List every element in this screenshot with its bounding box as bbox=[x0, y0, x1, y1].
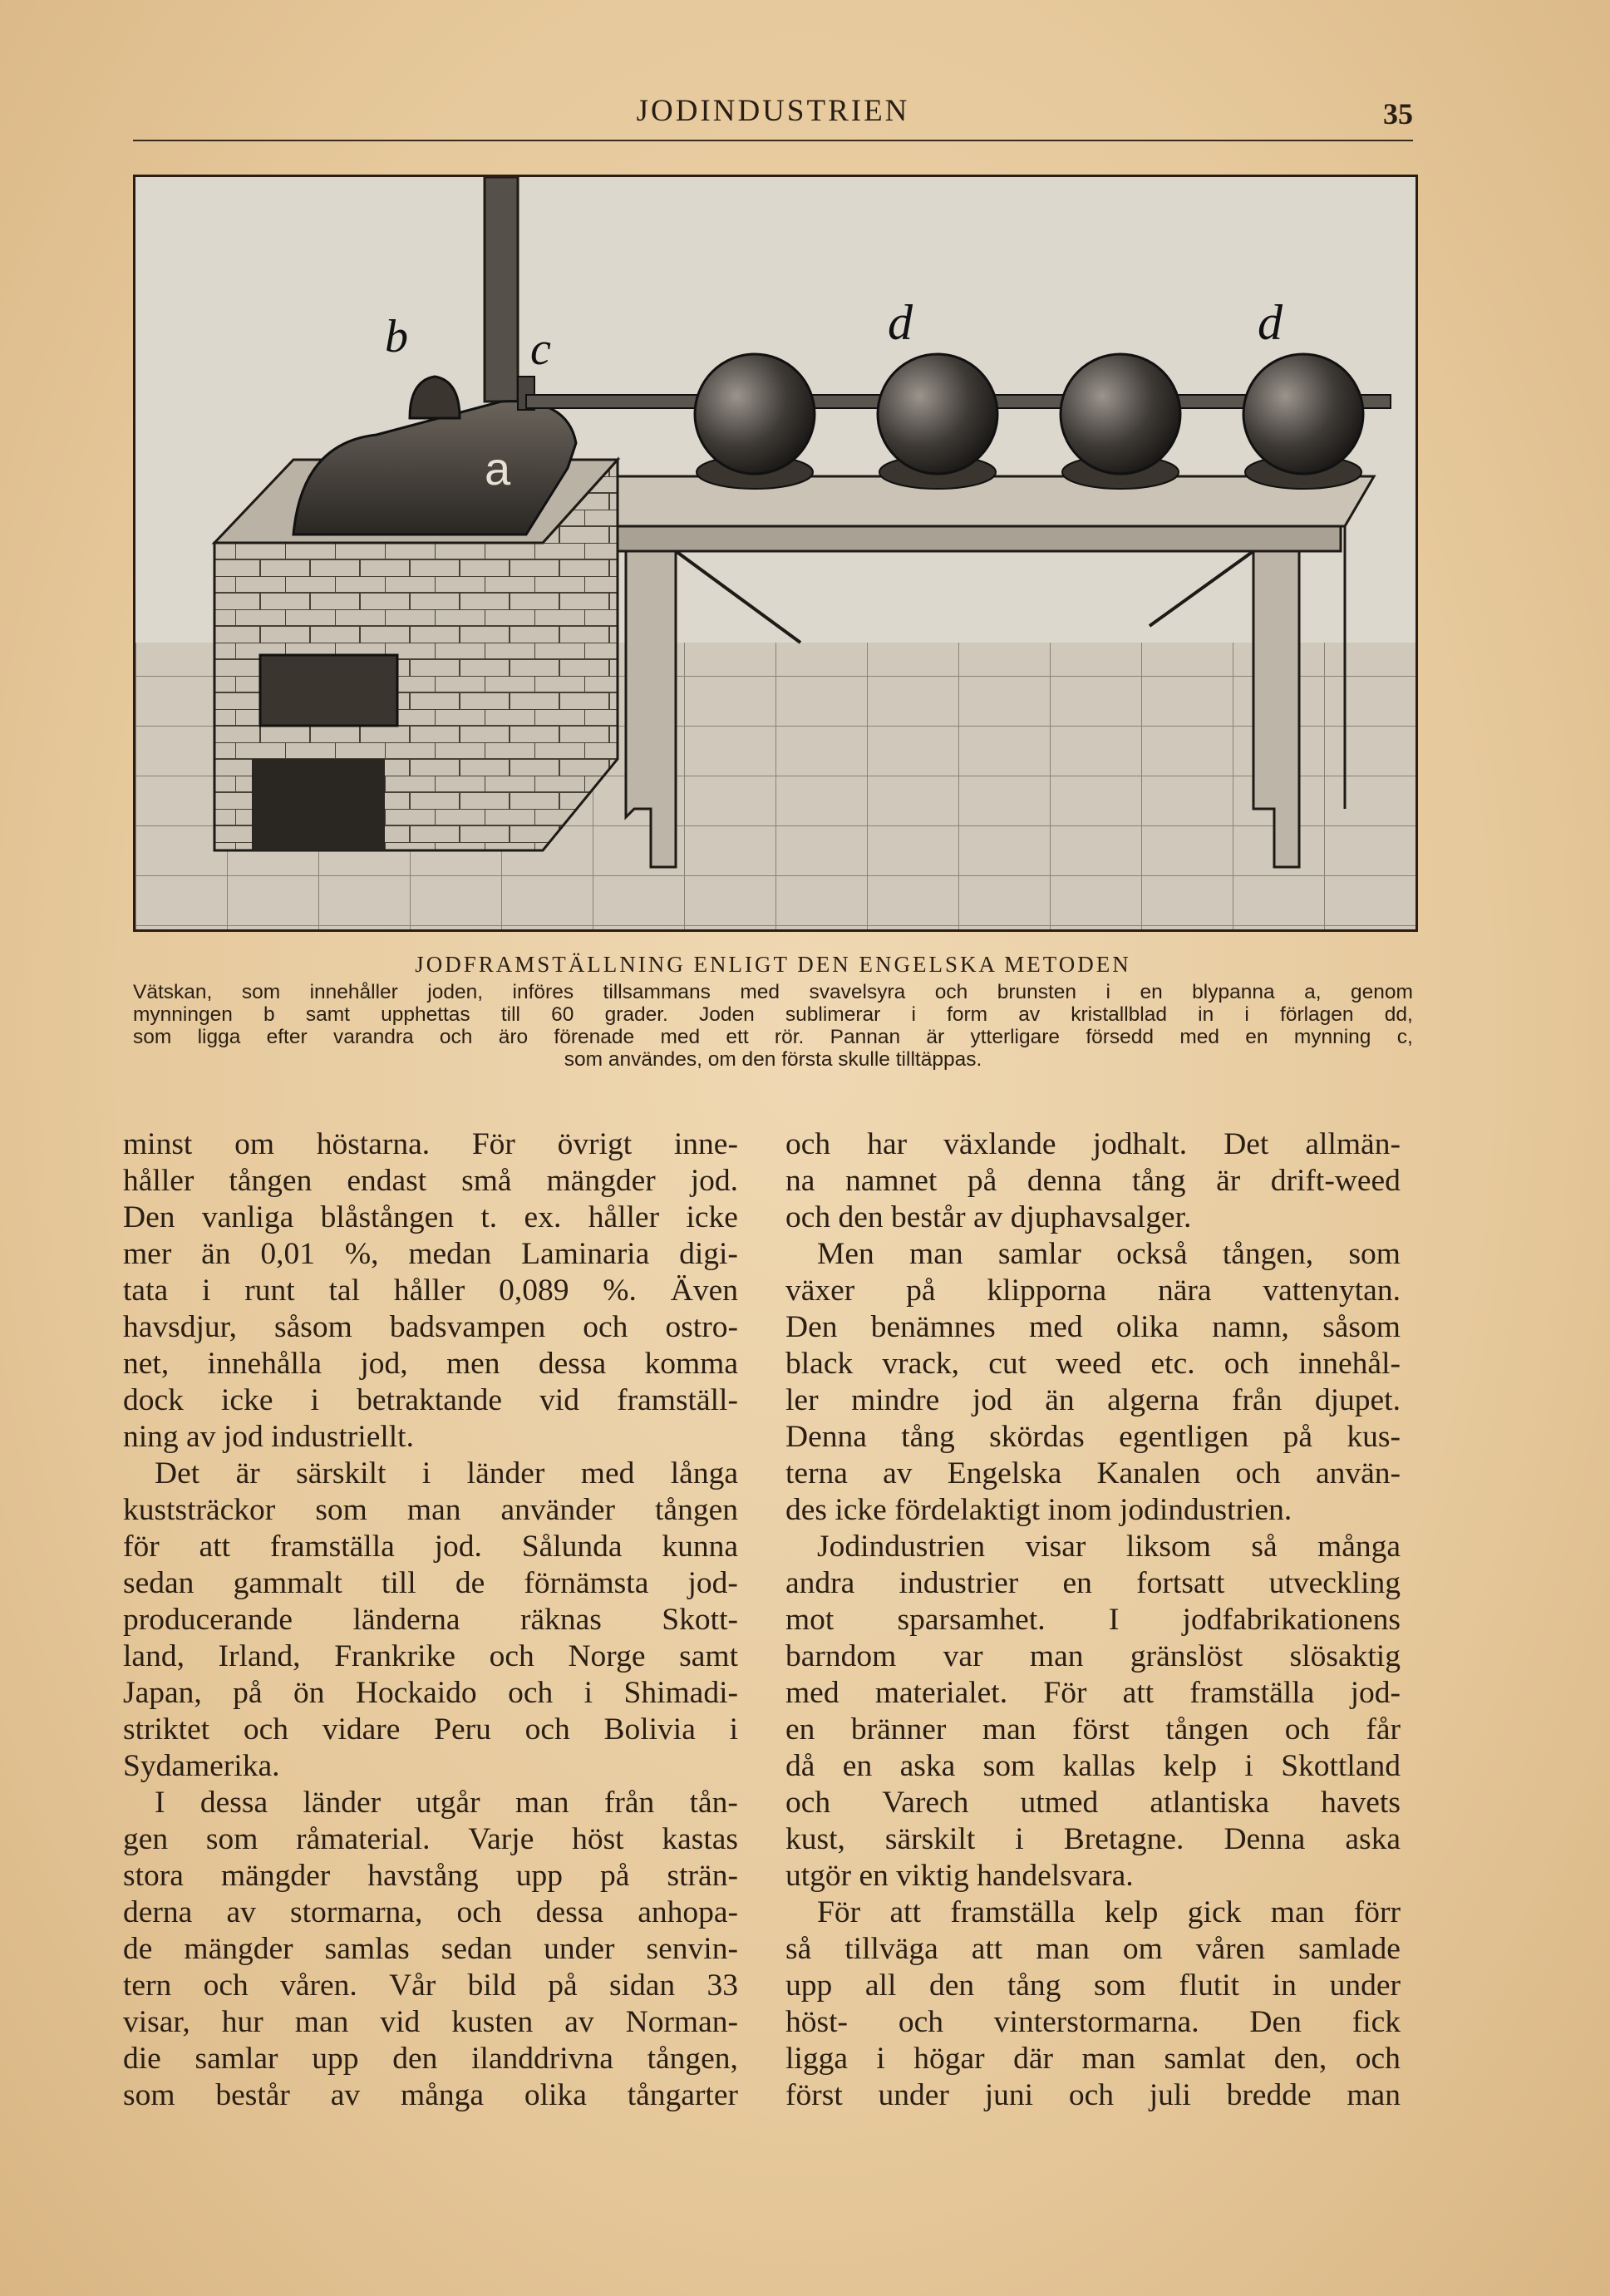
text-line: gen som råmaterial. Varje höst kastas bbox=[123, 1822, 738, 1856]
text-line: net, innehålla jod, men dessa komma bbox=[123, 1347, 738, 1381]
text-line: des icke fördelaktigt inom jodindustrien. bbox=[785, 1493, 1292, 1527]
figure-caption-title: JODFRAMSTÄLLNING ENLIGT DEN ENGELSKA METODEN bbox=[415, 952, 1131, 977]
text-line: derna av stormarna, och dessa anhopa- bbox=[123, 1895, 738, 1929]
text-line: ligga i högar där man samlat den, och bbox=[785, 2042, 1401, 2076]
furnace-door bbox=[260, 655, 397, 726]
text-line: dock icke i betraktande vid framställ- bbox=[123, 1383, 738, 1417]
label-d-first: d bbox=[888, 295, 913, 350]
text-line: för att framställa jod. Sålunda kunna bbox=[123, 1530, 738, 1564]
text-line: upp all den tång som flutit in under bbox=[785, 1968, 1401, 2003]
caption-line: som ligga efter varandra och äro förenade med ett rör. Pannan är ytterligare försedd med en mynning c, bbox=[133, 1026, 1413, 1048]
text-line: Det är särskilt i länder med långa bbox=[155, 1456, 738, 1490]
text-line: die samlar upp den ilanddrivna tången, bbox=[123, 2042, 738, 2076]
text-line: och den består av djuphavsalger. bbox=[785, 1200, 1192, 1234]
apparatus-drawing bbox=[135, 177, 1416, 929]
text-line: minst om höstarna. För övrigt inne- bbox=[123, 1127, 738, 1161]
text-line: Den vanliga blåstången t. ex. håller icke bbox=[123, 1200, 738, 1234]
label-d-second: d bbox=[1258, 295, 1283, 350]
text-line: så tillväga att man om våren samlade bbox=[785, 1932, 1401, 1966]
right-text-column bbox=[785, 1126, 1401, 2114]
caption-line: som användes, om den första skulle tilltäppas. bbox=[564, 1048, 982, 1071]
text-line: först under juni och juli bredde man bbox=[785, 2078, 1401, 2112]
text-line: de mängder samlas sedan under senvin- bbox=[123, 1932, 738, 1966]
text-line: ler mindre jod än algerna från djupet. bbox=[785, 1383, 1401, 1417]
text-line: Japan, på ön Hockaido och i Shimadi- bbox=[123, 1676, 738, 1710]
text-line: Men man samlar också tången, som bbox=[817, 1237, 1401, 1271]
running-header bbox=[133, 90, 1413, 141]
text-line: black vrack, cut weed etc. och innehål- bbox=[785, 1347, 1401, 1381]
text-line: tata i runt tal håller 0,089 %. Även bbox=[123, 1274, 738, 1308]
text-line: andra industrier en fortsatt utveckling bbox=[785, 1566, 1401, 1600]
text-line: Den benämnes med olika namn, såsom bbox=[785, 1310, 1401, 1344]
text-line: håller tången endast små mängder jod. bbox=[123, 1164, 738, 1198]
text-line: som består av många olika tångarter bbox=[123, 2078, 738, 2112]
text-line: utgör en viktig handelsvara. bbox=[785, 1859, 1134, 1893]
text-line: Jodindustrien visar liksom så många bbox=[817, 1530, 1401, 1564]
text-line: med materialet. För att framställa jod- bbox=[785, 1676, 1401, 1710]
figure-caption-text bbox=[133, 981, 1413, 1071]
text-line: havsdjur, såsom badsvampen och ostro- bbox=[123, 1310, 738, 1344]
text-line: höst- och vinterstormarna. Den fick bbox=[785, 2005, 1401, 2039]
text-line: kust, särskilt i Bretagne. Denna aska bbox=[785, 1822, 1401, 1856]
text-line: land, Irland, Frankrike och Norge samt bbox=[123, 1639, 738, 1673]
chimney-pipe bbox=[485, 177, 518, 402]
text-line: I dessa länder utgår man från tån- bbox=[155, 1786, 738, 1820]
text-line: barndom var man gränslöst slösaktig bbox=[785, 1639, 1401, 1673]
text-line: då en aska som kallas kelp i Skottland bbox=[785, 1749, 1401, 1783]
text-line: na namnet på denna tång är drift-weed bbox=[785, 1164, 1401, 1198]
caption-line: mynningen b samt upphettas till 60 grader. Joden sublimerar i form av kristallblad in i förlagen dd, bbox=[133, 1003, 1413, 1026]
text-line: mer än 0,01 %, medan Laminaria digi- bbox=[123, 1237, 738, 1271]
text-line: sedan gammalt till de förnämsta jod- bbox=[123, 1566, 738, 1600]
label-c: c bbox=[530, 323, 551, 375]
text-line: och Varech utmed atlantiska havets bbox=[785, 1786, 1401, 1820]
label-a: a bbox=[485, 442, 511, 495]
caption-line: Vätskan, som innehåller joden, införes tillsammans med svavelsyra och brunsten i en blypanna a, genom bbox=[133, 981, 1413, 1003]
text-line: För att framställa kelp gick man förr bbox=[817, 1895, 1401, 1929]
text-line: stora mängder havstång upp på strän- bbox=[123, 1859, 738, 1893]
page-number: 35 bbox=[1383, 97, 1413, 131]
text-line: växer på klipporna nära vattenytan. bbox=[785, 1274, 1401, 1308]
illustration-iodine-apparatus bbox=[133, 175, 1418, 932]
label-b: b bbox=[385, 311, 408, 362]
text-line: en bränner man först tången och får bbox=[785, 1712, 1401, 1747]
text-line: visar, hur man vid kusten av Norman- bbox=[123, 2005, 738, 2039]
text-line: mot sparsamhet. I jodfabrikationens bbox=[785, 1603, 1401, 1637]
text-line: tern och våren. Vår bild på sidan 33 bbox=[123, 1968, 738, 2003]
running-title: JODINDUSTRIEN bbox=[636, 94, 910, 128]
text-line: kuststräckor som man använder tången bbox=[123, 1493, 738, 1527]
text-line: striktet och vidare Peru och Bolivia i bbox=[123, 1712, 738, 1747]
text-line: producerande länderna räknas Skott- bbox=[123, 1603, 738, 1637]
text-line: terna av Engelska Kanalen och använ- bbox=[785, 1456, 1401, 1490]
text-line: Sydamerika. bbox=[123, 1749, 280, 1783]
text-line: Denna tång skördas egentligen på kus- bbox=[785, 1420, 1401, 1454]
left-text-column bbox=[123, 1126, 738, 2114]
text-line: ning av jod industriellt. bbox=[123, 1420, 414, 1454]
text-line: och har växlande jodhalt. Det allmän- bbox=[785, 1127, 1401, 1161]
